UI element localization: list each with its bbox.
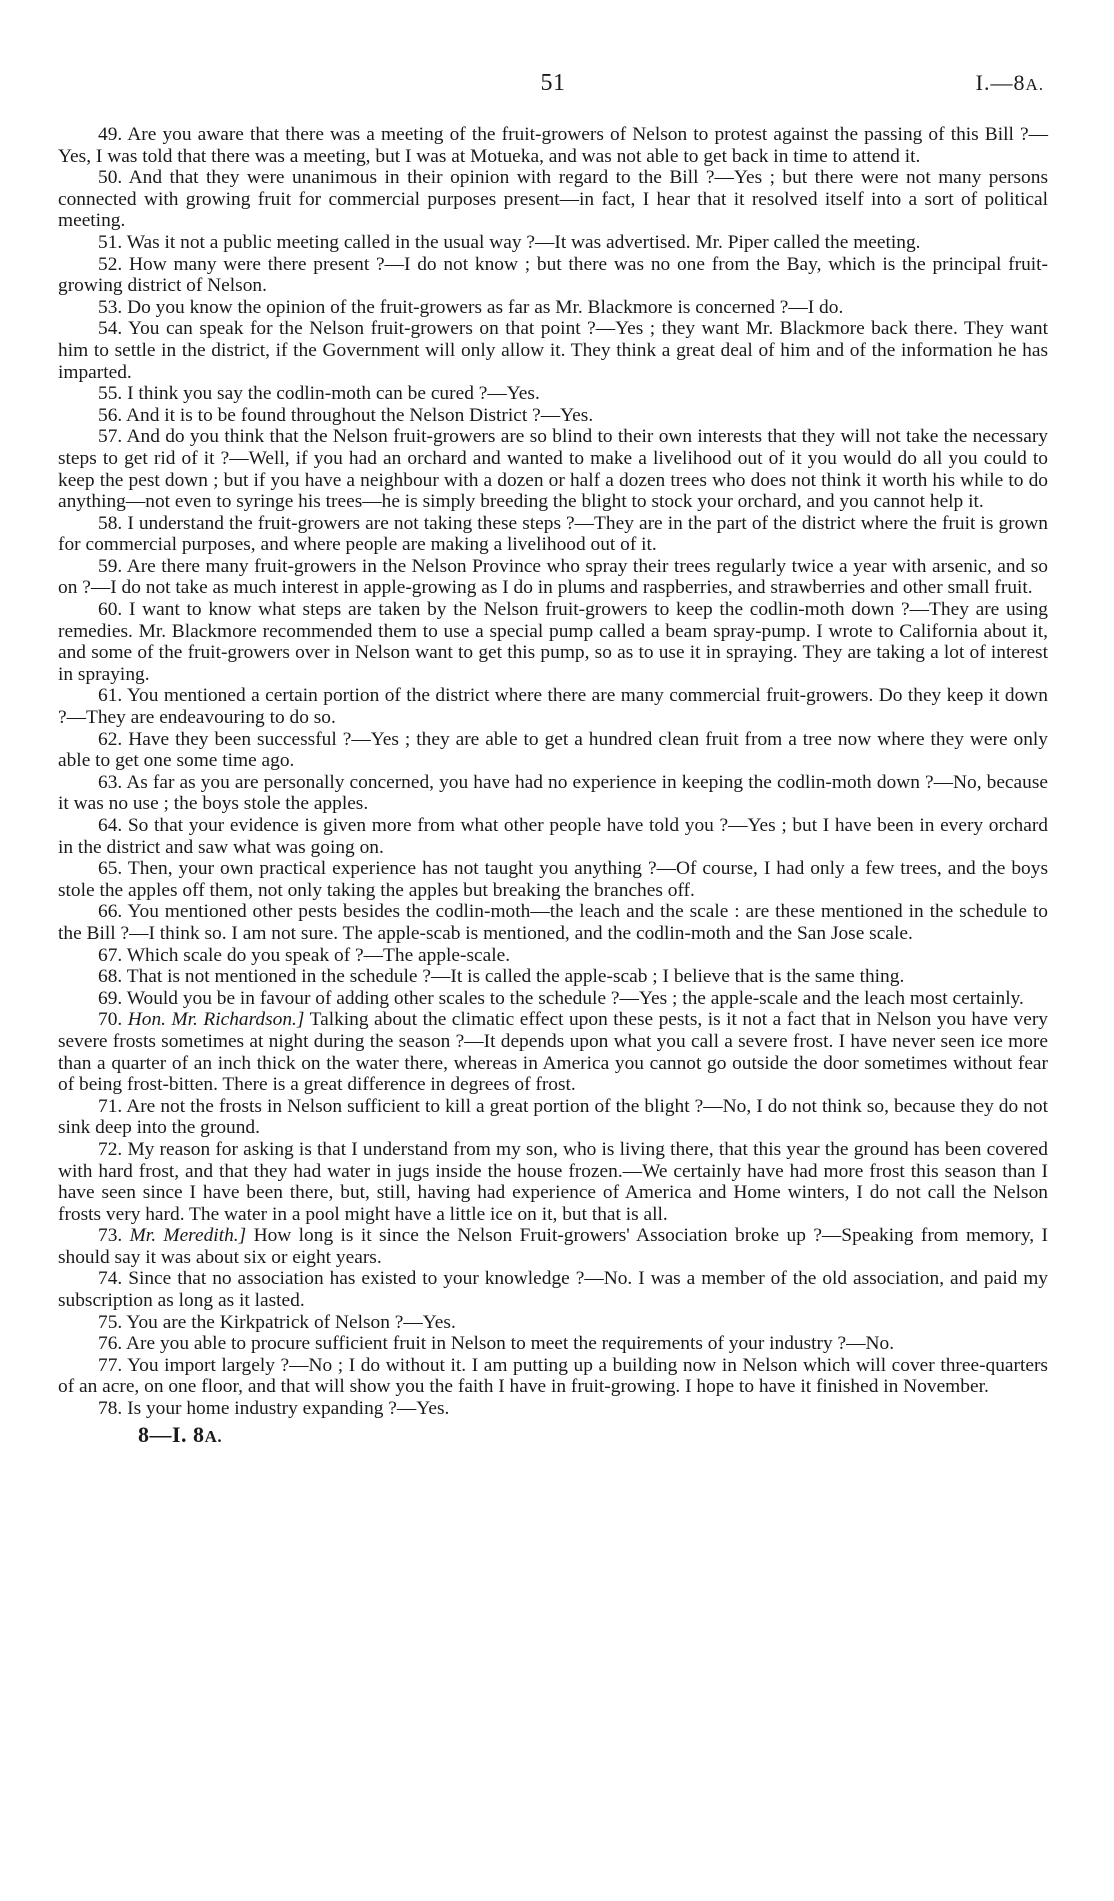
question-number: 75.	[98, 1311, 123, 1333]
question-paragraph	[58, 556, 1048, 599]
question-number: 74.	[98, 1268, 123, 1290]
question-text: Is your home industry expanding ?—Yes.	[127, 1398, 450, 1420]
question-text: That is not mentioned in the schedule ?—It is called the apple-scab ; I believe that is the same thing.	[126, 966, 905, 988]
evidence-body	[58, 124, 1048, 1420]
question-number: 54.	[98, 318, 123, 340]
question-number: 71.	[98, 1095, 123, 1117]
question-text: You mentioned other pests besides the codlin-moth—the leach and the scale : are these mentioned in the schedule to the Bill ?—I think so. I am not sure. The apple-scab is mentioned, and the codlin-moth and the San Jose scale.	[58, 901, 1048, 944]
question-paragraph	[58, 966, 1048, 988]
question-text: How long is it since the Nelson Fruit-growers' Association broke up ?—Speaking from memory, I should say it was about six or eight years.	[58, 1225, 1048, 1268]
question-paragraph	[58, 254, 1048, 297]
page-header	[58, 70, 1048, 114]
question-number: 61.	[98, 685, 123, 707]
question-paragraph	[58, 772, 1048, 815]
speaker-label: Mr. Meredith.]	[129, 1225, 247, 1247]
question-number: 51.	[98, 231, 123, 253]
signature-suffix: A.	[204, 1426, 223, 1446]
question-paragraph	[58, 167, 1048, 232]
question-paragraph	[58, 1009, 1048, 1095]
question-text: My reason for asking is that I understand from my son, who is living there, that this year the ground has been covered with hard frost, and that they had water in jugs inside the house frozen.—We certainly have had more frost this season than I have seen since I have been there, but, still, having had experience of America and Home winters, I do not call the Nelson frosts very hard. The water in a pool might have a little ice on it, but that is all.	[58, 1138, 1048, 1225]
question-number: 73.	[98, 1225, 123, 1247]
question-number: 62.	[98, 728, 123, 750]
question-number: 49.	[98, 124, 123, 145]
question-paragraph	[58, 901, 1048, 944]
question-text: I think you say the codlin-moth can be cured ?—Yes.	[127, 383, 540, 405]
question-number: 52.	[98, 253, 123, 275]
question-text: You import largely ?—No ; I do without it. I am putting up a building now in Nelson which will cover three-quarters of an acre, on one floor, and that will show you the faith I have in fruit-growing. I hope to have it finished in November.	[58, 1354, 1048, 1398]
question-paragraph	[58, 729, 1048, 772]
question-text: Do you know the opinion of the fruit-growers as far as Mr. Blackmore is concerned ?—I do.	[127, 296, 844, 318]
question-paragraph	[58, 1398, 1048, 1420]
question-paragraph	[58, 1268, 1048, 1311]
question-text: Talking about the climatic effect upon these pests, is it not a fact that in Nelson you have very severe frosts sometimes at night during the season ?—It depends upon what you call a severe frost. I have never seen ice more than a quarter of an inch thick on the water there, whereas in America you cannot go outside the door sometimes without fear of being frost-bitten. There is a great difference in degrees of frost.	[58, 1009, 1048, 1096]
question-paragraph	[58, 318, 1048, 383]
document-reference-main: I.—8	[975, 70, 1026, 95]
question-paragraph	[58, 1139, 1048, 1225]
question-paragraph	[58, 297, 1048, 319]
question-number: 65.	[98, 858, 123, 880]
question-text: Then, your own practical experience has not taught you anything ?—Of course, I had only a few trees, and the boys stole the apples off them, not only taking the apples but breaking the branches off.	[58, 858, 1048, 901]
question-text: Are you able to procure sufficient fruit in Nelson to meet the requirements of your industry ?—No.	[126, 1333, 895, 1355]
question-text: And that they were unanimous in their opinion with regard to the Bill ?—Yes ; but there were not many persons connected with growing fruit for commercial purposes present—in fact, I hear that it resolved itself into a sort of political meeting.	[58, 167, 1048, 232]
question-paragraph	[58, 124, 1048, 167]
question-text: I want to know what steps are taken by the Nelson fruit-growers to keep the codlin-moth down ?—They are using remedies. Mr. Blackmore recommended them to use a special pump called a beam spray-pump. I wrote to California about it, and some of the fruit-growers over in Nelson want to get this pump, so as to use it in spraying. They are taking a lot of interest in spraying.	[58, 599, 1048, 685]
signature-main: 8—I. 8	[138, 1421, 205, 1447]
question-number: 67.	[98, 944, 123, 966]
question-text: Was it not a public meeting called in the usual way ?—It was advertised. Mr. Piper called the meeting.	[126, 231, 921, 253]
question-number: 60.	[98, 599, 123, 621]
question-paragraph	[58, 988, 1048, 1010]
question-text: Since that no association has existed to your knowledge ?—No. I was a member of the old association, and paid my subscription as long as it lasted.	[58, 1268, 1048, 1312]
question-number: 59.	[98, 555, 123, 577]
question-number: 78.	[98, 1398, 123, 1420]
question-paragraph	[58, 232, 1048, 254]
question-paragraph	[58, 599, 1048, 685]
question-number: 69.	[98, 987, 123, 1009]
question-number: 68.	[98, 966, 123, 988]
question-text: You mentioned a certain portion of the district where there are many commercial fruit-growers. Do they keep it down ?—They are endeavouring to do so.	[58, 685, 1048, 729]
question-paragraph	[58, 1312, 1048, 1334]
question-paragraph	[58, 405, 1048, 427]
question-paragraph	[58, 685, 1048, 728]
question-paragraph	[58, 815, 1048, 858]
printer-signature	[138, 1422, 1048, 1448]
question-number: 50.	[98, 167, 123, 189]
question-number: 77.	[98, 1354, 123, 1376]
question-paragraph	[58, 945, 1048, 967]
question-paragraph	[58, 1355, 1048, 1398]
question-number: 58.	[98, 512, 123, 534]
document-page	[58, 70, 1048, 1448]
question-paragraph	[58, 383, 1048, 405]
question-text: Are not the frosts in Nelson sufficient to kill a great portion of the blight ?—No, I do not think so, because they do not sink deep into the ground.	[58, 1095, 1048, 1139]
question-text: Are you aware that there was a meeting of the fruit-growers of Nelson to protest against the passing of this Bill ?—Yes, I was told that there was a meeting, but I was at Motueka, and was not able to get back in time to attend it.	[58, 124, 1048, 167]
question-text: You can speak for the Nelson fruit-growers on that point ?—Yes ; they want Mr. Blackmore back there. They want him to settle in the district, if the Government will only allow it. They think a great deal of him and of the information he has imparted.	[58, 318, 1048, 383]
question-text: And it is to be found throughout the Nelson District ?—Yes.	[126, 404, 594, 426]
question-number: 55.	[98, 383, 123, 405]
question-number: 66.	[98, 901, 123, 923]
question-paragraph	[58, 1096, 1048, 1139]
question-text: As far as you are personally concerned, you have had no experience in keeping the codlin-moth down ?—No, because it was no use ; the boys stole the apples.	[58, 771, 1048, 815]
question-number: 64.	[98, 815, 123, 836]
question-text: Which scale do you speak of ?—The apple-scale.	[126, 944, 511, 966]
question-text: How many were there present ?—I do not know ; but there was no one from the Bay, which is the principal fruit-growing district of Nelson.	[58, 253, 1048, 297]
question-paragraph	[58, 513, 1048, 556]
question-text: Are there many fruit-growers in the Nelson Province who spray their trees regularly twice a year with arsenic, and so on ?—I do not take as much interest in apple-growing as I do in plums and raspberries, and strawberries and other small fruit.	[58, 555, 1049, 599]
question-number: 70.	[98, 1009, 123, 1031]
speaker-label: Hon. Mr. Richardson.]	[127, 1009, 305, 1031]
question-text: And do you think that the Nelson fruit-growers are so blind to their own interests that they will not take the necessary steps to get rid of it ?—Well, if you had an orchard and wanted to make a livelihood out of it you would do all you could to keep the pest down ; but if you have a neighbour with a dozen or half a dozen trees who does not think it worth his while to do anything—not even to syringe his trees—he is simply breeding the blight to stock your orchard, and you cannot help it.	[58, 426, 1048, 513]
question-number: 63.	[98, 771, 123, 793]
question-text: Have they been successful ?—Yes ; they are able to get a hundred clean fruit from a tree now where they were only able to get one some time ago.	[58, 728, 1048, 772]
page-number: 51	[540, 70, 566, 96]
question-text: Would you be in favour of adding other scales to the schedule ?—Yes ; the apple-scale and the leach most certainly.	[126, 987, 1024, 1009]
document-reference	[976, 70, 1044, 96]
question-paragraph	[58, 426, 1048, 512]
question-number: 72.	[98, 1138, 123, 1160]
question-number: 57.	[98, 426, 123, 448]
question-paragraph	[58, 1333, 1048, 1355]
question-paragraph	[58, 858, 1048, 901]
question-paragraph	[58, 1225, 1048, 1268]
question-text: I understand the fruit-growers are not taking these steps ?—They are in the part of the district where the fruit is grown for commercial purposes, and where people are making a livelihood out of it.	[58, 512, 1048, 556]
question-text: You are the Kirkpatrick of Nelson ?—Yes.	[126, 1311, 456, 1333]
question-number: 76.	[98, 1333, 123, 1355]
document-reference-suffix: A.	[1025, 75, 1044, 94]
question-text: So that your evidence is given more from what other people have told you ?—Yes ; but I have been in every orchard in the district and saw what was going on.	[58, 815, 1048, 858]
question-number: 56.	[98, 404, 123, 426]
question-number: 53.	[98, 296, 123, 318]
